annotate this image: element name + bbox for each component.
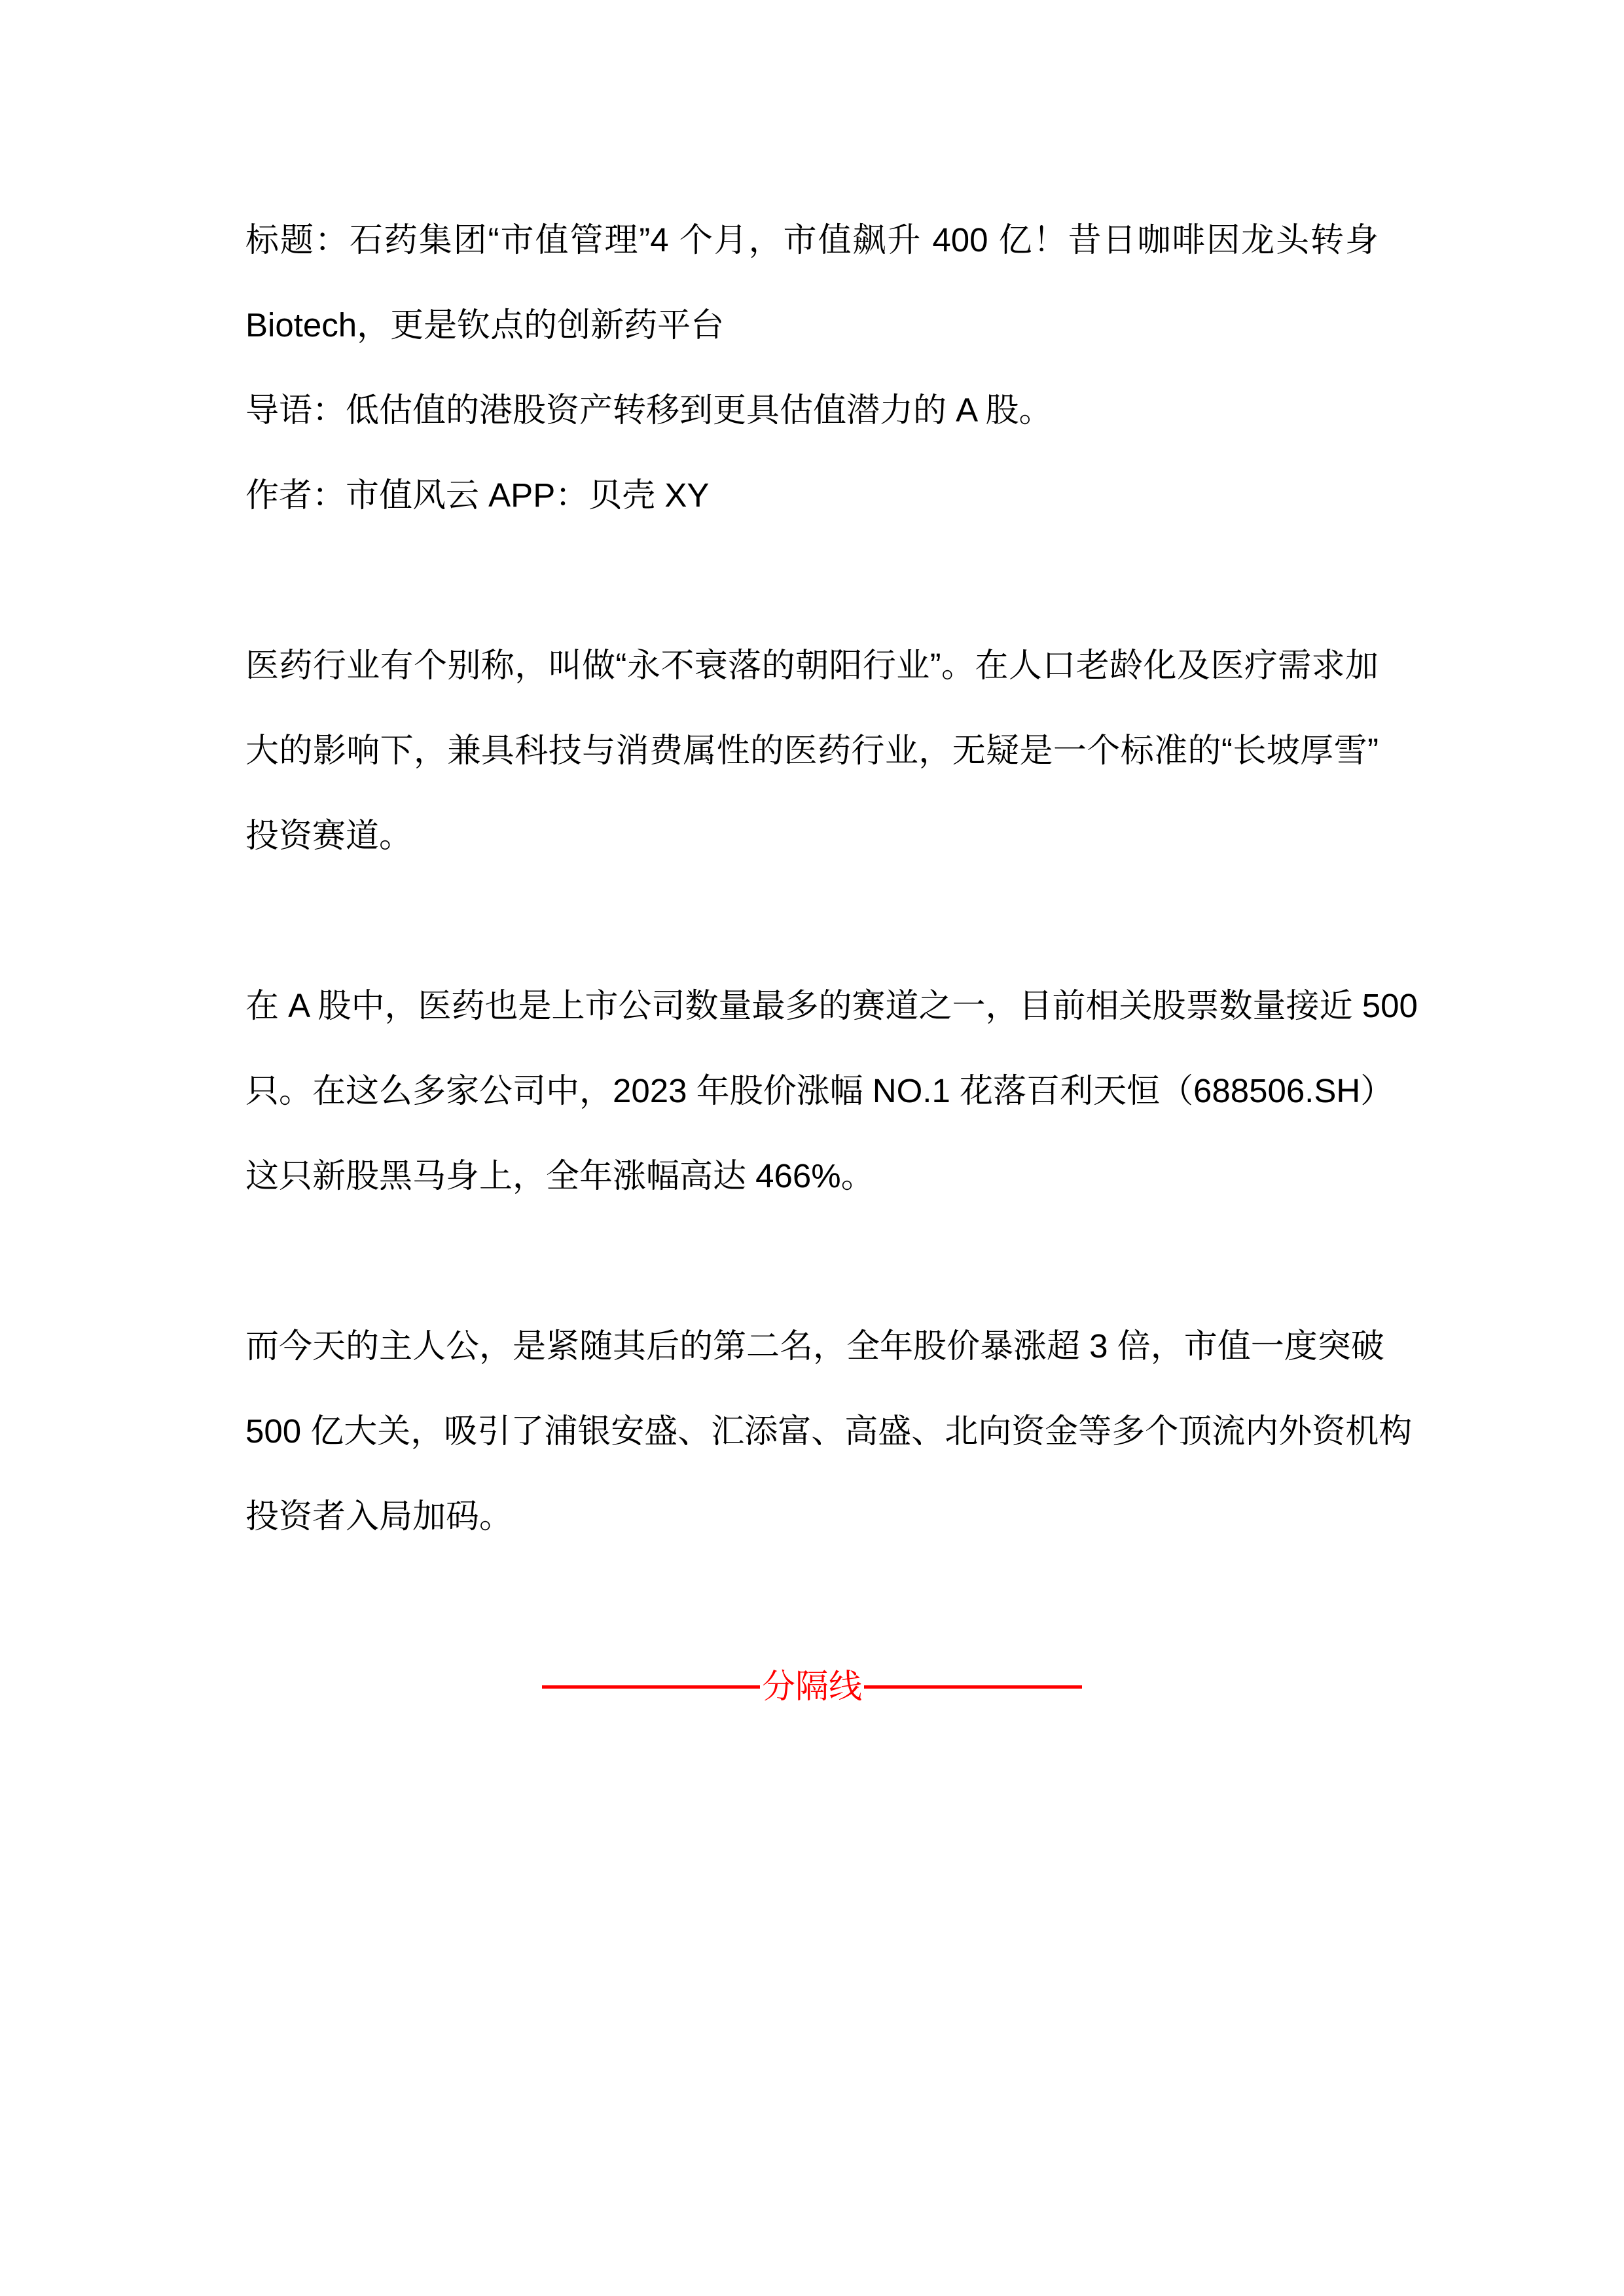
divider-line-right xyxy=(864,1685,1082,1689)
section-divider xyxy=(245,1644,1379,1729)
divider-label: 分隔线 xyxy=(761,1668,862,1705)
paragraph-2-line-1: 在 A 股中，医药也是上市公司数量最多的赛道之一，目前相关股票数量接近 500 xyxy=(245,987,1418,1024)
article-body xyxy=(245,198,1418,1729)
paragraph-1-line-1: 医药行业有个别称，叫做“永不衰落的朝阳行业”。在人口老龄化及医疗需求加 xyxy=(245,647,1379,684)
empty-line xyxy=(245,878,1379,963)
lede-line: 导语：低估值的港股资产转移到更具估值潜力的 A 股。 xyxy=(245,391,1053,429)
empty-line xyxy=(245,1559,1379,1644)
paragraph-2-line-2: 只。在这么多家公司中，2023 年股价涨幅 NO.1 花落百利天恒（688506.SH） xyxy=(245,1072,1394,1109)
byline-line: 作者：市值风云 APP：贝壳 XY xyxy=(245,476,710,514)
paragraph-3-line-1: 而今天的主人公，是紧随其后的第二名，全年股价暴涨超 3 倍，市值一度突破 xyxy=(245,1327,1384,1365)
empty-line xyxy=(245,1219,1379,1304)
title-line-2: Biotech，更是钦点的创新药平台 xyxy=(245,306,725,344)
title-line-1: 标题：石药集团“市值管理”4 个月，市值飙升 400 亿！昔日咖啡因龙头转身 xyxy=(245,221,1379,259)
paragraph-1-line-2: 大的影响下，兼具科技与消费属性的医药行业，无疑是一个标准的“长坡厚雪” xyxy=(245,732,1379,769)
paragraph-3-line-2: 500 亿大关，吸引了浦银安盛、汇添富、高盛、北向资金等多个顶流内外资机构 xyxy=(245,1412,1413,1450)
paragraph-3-line-3: 投资者入局加码。 xyxy=(245,1498,513,1535)
paragraph-2-line-3: 这只新股黑马身上，全年涨幅高达 466%。 xyxy=(245,1157,875,1194)
empty-line xyxy=(245,538,1379,623)
paragraph-1-line-3: 投资赛道。 xyxy=(245,817,413,854)
divider-line-left xyxy=(542,1685,760,1689)
